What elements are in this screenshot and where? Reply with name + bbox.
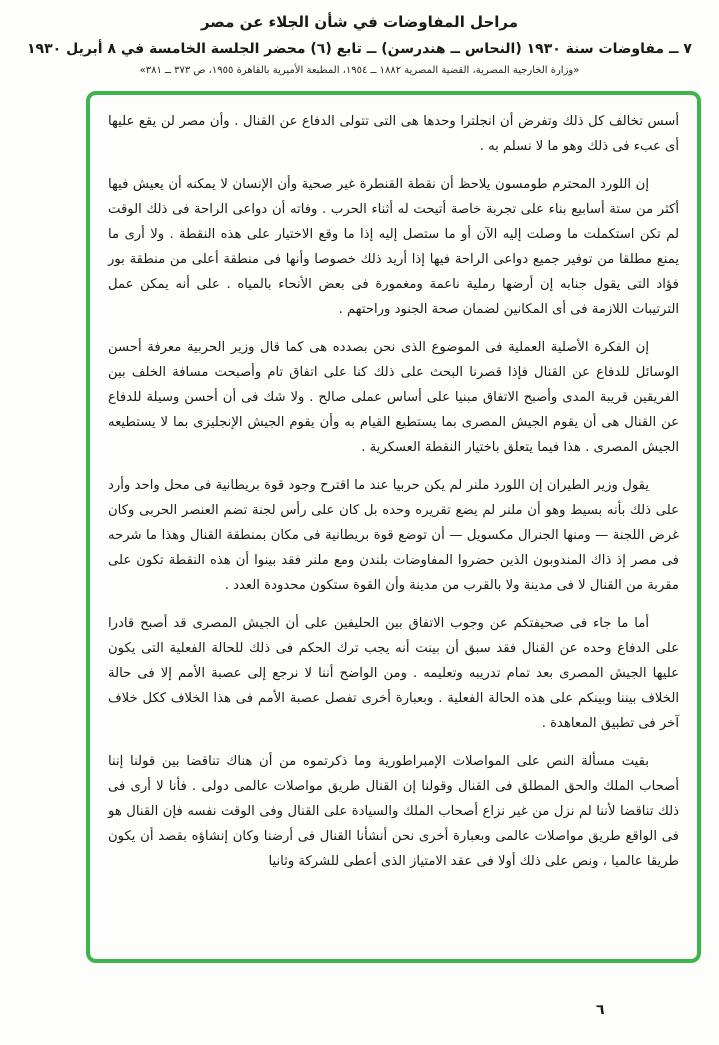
page-number: ٦: [596, 1002, 605, 1018]
paragraph-3: إن الفكرة الأصلية العملية فى الموضوع الذى نحن بصدده هى كما قال وزير الحربية معرفة أحسن الوسائل للدفاع عن القنال فإذا قصرنا البحث على ذلك كنا على اتفاق تام وأصبحت مسافة الخلف بين الفريقين قريبة المدى وأصبح الاتفاق مبنيا على أساس عملى صالح . ولا شك فى أن أحسن وسيلة للدفاع عن القنال هى أن يقوم الجيش المصرى بما يستطيع القيام به وأن يقوم الجيش الإنجليزى بما لا يستطيعه الجيش المصرى . هذا فيما يتعلق باختيار النقطة العسكرية .: [108, 340, 679, 455]
source-citation: «وزارة الخارجية المصرية، القضية المصرية ١٨٨٢ ــ ١٩٥٤، المطبعة الأميرية بالقاهرة ١٩٥٥، ص ٣٧٣ ــ ٣٨١»: [139, 65, 580, 76]
paragraph-2: إن اللورد المحترم طومسون يلاحظ أن نقطة القنطرة غير صحية وأن الإنسان لا يمكنه أن يعيش فيها أكثر من ستة أسابيع بناء على تجربة خاصة أتيحت له أثناء الحرب . وفاته أن دواعى الراحة فى ذلك الوقت لم تكن استكملت ما وصلت إليه الآن أو ما ستصل إليه إذا ما وقع الاختيار على هذه النقطة . ولا أرى ما يمنع مطلقا من توفير جميع دواعى الراحة فيها إذا أريد ذلك خصوصا وأنها فى منطقة أعلى من منطقة بور فؤاد التى يقول جنابه إن أرضها رملية ناعمة ومغمورة فى بعض الأنحاء بالمياه . على أنه يمكن عمل الترتيبات اللازمة فى أى المكانين لضمان صحة الجنود وراحتهم .: [108, 177, 679, 317]
page-header: [0, 0, 719, 76]
document-title: مراحل المفاوضات في شأن الجلاء عن مصر: [200, 13, 519, 31]
paragraph-6: بقيت مسألة النص على المواصلات الإمبراطورية وما ذكرتموه من أن هناك تناقضا بين قولنا إننا أصحاب الملك والحق المطلق فى القنال وقولنا إن القنال طريق مواصلات عالمى دولى . فأنا لا أرى فى ذلك تناقضا لأننا لم نزل من غير نزاع أصحاب الملك والسيادة على القنال وفى الوقت نفسه فإن القنال هو فى الواقع طريق مواصلات عالمى وبعبارة أخرى نحن أنشأنا القنال فى أرضنا وكان إنشاؤه بقصد أن يكون طريقا عالميا ، ونص على ذلك أولا فى عقد الامتياز الذى أعطى للشركة وثانيا: [108, 754, 679, 869]
highlight-box: [86, 91, 701, 963]
document-subtitle: ٧ ــ مفاوضات سنة ١٩٣٠ (النحاس ــ هندرسن) ــ تابع (٦) محضر الجلسة الخامسة في ٨ أبريل ١٩٣٠: [27, 41, 692, 57]
paragraph-1: أسس تخالف كل ذلك وتفرض أن انجلترا وحدها هى التى تتولى الدفاع عن القنال . وأن مصر لن يقع عليها أى عبء فى ذلك وهو ما لا نسلم به .: [108, 114, 679, 154]
paragraph-4: يقول وزير الطيران إن اللورد ملنر لم يكن حربيا عند ما اقترح وجود قوة بريطانية فى محل واحد وأرد على ذلك بأنه بسيط وهو أن ملنر لم يضع تقريره وحده بل كان على رأس لجنة تضم العنصر الحربى وكان غرض اللجنة — ومنها الجنرال مكسويل — أن توضع قوة بريطانية فى مكان بمنطقة القنال وهذا ما شرحه فى مصر إذ ذاك المندوبون الذين حضروا المفاوضات بلندن ومع ملنر فقد بينوا أن هذه النقطة تكون على مقربة من القنال لا فى مدينة ولا بالقرب من مدينة وأن القوة ستكون محدودة العدد .: [108, 478, 679, 593]
paragraph-5: أما ما جاء فى صحيفتكم عن وجوب الاتفاق بين الحليفين على أن الجيش المصرى قد أصبح قادرا على الدفاع وحده عن القنال فقد سبق أن بينت أنه يجب ترك الحكم فى ذلك للحالة الفعلية التى يكون عليها الجيش المصرى بعد تمام تدريبه وتعليمه . ومن الواضح أننا لا نرجع إلى عصبة الأمم إلا فى حالة الخلاف بيننا وبينكم على هذه الحالة الفعلية . وبعبارة أخرى تفصل عصبة الأمم فى هذا الخلاف ككل خلاف آخر فى تطبيق المعاهدة .: [108, 616, 679, 731]
